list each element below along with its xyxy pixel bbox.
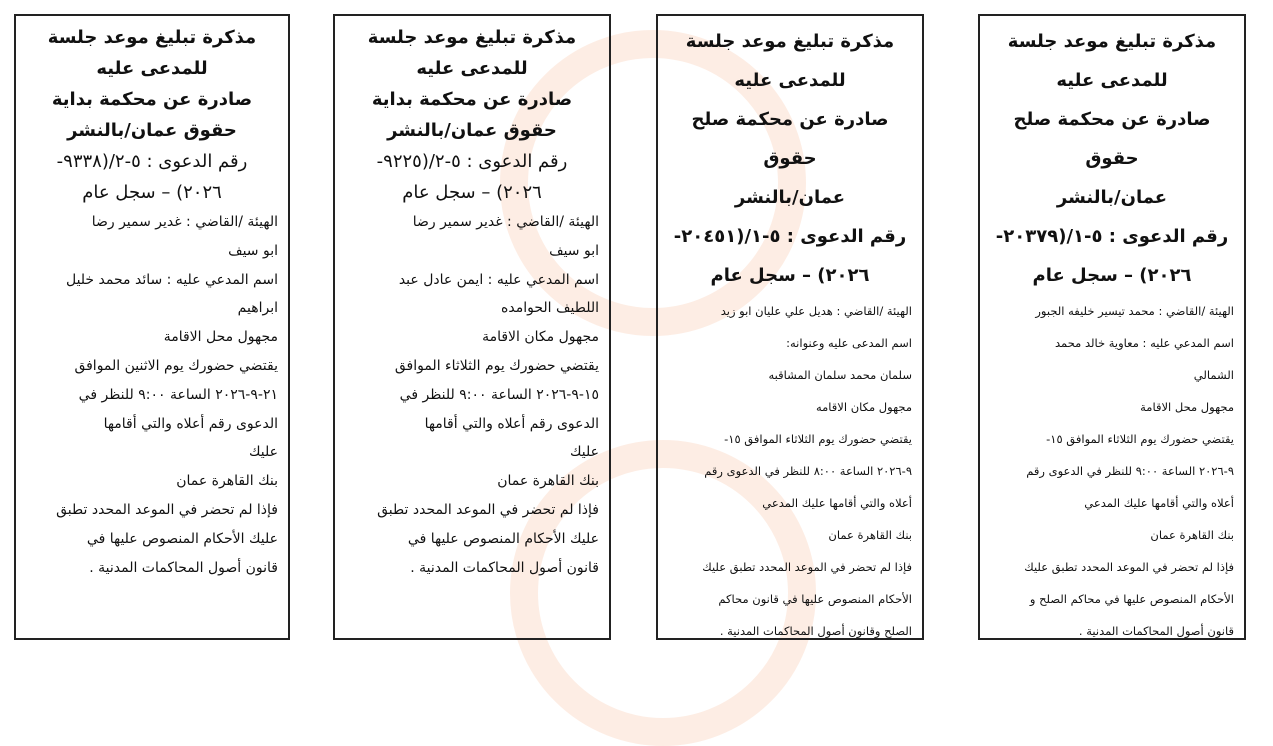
notice-body-line: الدعوى رقم أعلاه والتي أقامها bbox=[424, 415, 599, 432]
notice-body-line: الدعوى رقم أعلاه والتي أقامها bbox=[103, 415, 278, 432]
notice-body-line: الأحكام المنصوص عليها في محاكم الصلح و bbox=[1029, 592, 1234, 606]
notice-body-line: ابو سيف bbox=[549, 242, 599, 259]
notice-body-line: عليك bbox=[569, 444, 599, 461]
notice-case-number: رقم الدعوى : ٥-١/(٢٠٣٧٩- bbox=[995, 226, 1229, 247]
notice-body-line: بنك القاهرة عمان bbox=[1150, 528, 1234, 542]
notice-case-number: رقم الدعوى : ٥-١/(٢٠٤٥١- bbox=[673, 226, 907, 247]
notice-court: صادرة عن محكمة صلح حقوق bbox=[1013, 109, 1211, 169]
notice-body-line: ٢١-٩-٢٠٢٦ الساعة ٩:٠٠ للنظر في bbox=[78, 386, 278, 403]
notice-body-line: أعلاه والتي أقامها عليك المدعي bbox=[762, 496, 912, 510]
notice-court-location: حقوق عمان/بالنشر bbox=[67, 120, 237, 141]
notice-case-year: ٢٠٢٦) – سجل عام bbox=[82, 182, 222, 203]
notice-body-line: فإذا لم تحضر في الموعد المحدد تطبق bbox=[377, 501, 599, 518]
notice-body-line: يقتضي حضورك يوم الثلاثاء الموافق ١٥- bbox=[1046, 432, 1234, 446]
notice-body-line: ابراهيم bbox=[237, 300, 278, 317]
notice-recipient: للمدعى عليه bbox=[96, 58, 208, 79]
notice-body-line: قانون أصول المحاكمات المدنية . bbox=[89, 559, 278, 576]
notice-body-line: يقتضي حضورك يوم الثلاثاء الموافق bbox=[394, 357, 599, 374]
notice-recipient: للمدعى عليه bbox=[734, 70, 846, 91]
notice-body-line: الهيئة /القاضي : غدير سمير رضا bbox=[91, 214, 278, 230]
notice-recipient: للمدعى عليه bbox=[1056, 70, 1168, 91]
notice-body-line: الصلح وقانون أصول المحاكمات المدنية . bbox=[719, 624, 912, 638]
notice-body-line: الهيئة /القاضي : محمد تيسير خليفه الجبور bbox=[1035, 304, 1234, 318]
notice-body-line: مجهول محل الاقامة bbox=[163, 329, 278, 346]
notice-body-line: اسم المدعى عليه وعنوانه: bbox=[786, 336, 912, 350]
notice-case-number: رقم الدعوى : ٥-٢/(٩٢٢٥- bbox=[376, 151, 568, 172]
notice-body-line: مجهول مكان الاقامة bbox=[482, 329, 599, 346]
notice-body-line: عليك الأحكام المنصوص عليها في bbox=[86, 530, 278, 547]
notice-body-line: أعلاه والتي أقامها عليك المدعي bbox=[1084, 496, 1234, 510]
notice-body-line: مجهول مكان الاقامه bbox=[815, 400, 912, 414]
notice-case-year: ٢٠٢٦) – سجل عام bbox=[710, 265, 870, 286]
notice-court: صادرة عن محكمة بداية bbox=[371, 89, 573, 110]
notice-body-line: اللطيف الحوامده bbox=[501, 300, 599, 317]
notice-body-line: مجهول محل الاقامة bbox=[1140, 400, 1234, 414]
notice-body-line: ابو سيف bbox=[228, 242, 278, 259]
notice-body-line: الهيئة /القاضي : غدير سمير رضا bbox=[412, 214, 599, 230]
notice-body-line: بنك القاهرة عمان bbox=[828, 528, 912, 542]
notice-body-line: قانون أصول المحاكمات المدنية . bbox=[410, 559, 599, 576]
notice-title: مذكرة تبليغ موعد جلسة bbox=[47, 27, 257, 48]
notice-body-line: ٩-٢٠٢٦ الساعة ٨:٠٠ للنظر في الدعوى رقم bbox=[704, 464, 912, 478]
notice-2 bbox=[656, 14, 924, 640]
notice-title: مذكرة تبليغ موعد جلسة bbox=[367, 27, 577, 48]
notice-title: مذكرة تبليغ موعد جلسة bbox=[1007, 31, 1217, 52]
notice-court: صادرة عن محكمة بداية bbox=[51, 89, 253, 110]
notice-case-year: ٢٠٢٦) – سجل عام bbox=[402, 182, 542, 203]
notice-body-line: اسم المدعي عليه : ايمن عادل عبد bbox=[398, 271, 599, 288]
notice-case-year: ٢٠٢٦) – سجل عام bbox=[1032, 265, 1192, 286]
notice-court: صادرة عن محكمة صلح حقوق bbox=[691, 109, 889, 169]
notice-case-number: رقم الدعوى : ٥-٢/(٩٣٣٨- bbox=[56, 151, 248, 172]
notice-body-line: يقتضي حضورك يوم الاثنين الموافق bbox=[74, 357, 278, 374]
notice-body-line: بنك القاهرة عمان bbox=[176, 473, 278, 490]
notice-court-location: عمان/بالنشر bbox=[1056, 187, 1168, 208]
notice-body-line: سلمان محمد سلمان المشاقبه bbox=[768, 368, 912, 382]
notice-body-line: الأحكام المنصوص عليها في قانون محاكم bbox=[718, 592, 912, 606]
notice-body-line: الهيئة /القاضي : هديل علي عليان ابو زيد bbox=[720, 304, 912, 318]
notice-title: مذكرة تبليغ موعد جلسة bbox=[685, 31, 895, 52]
notice-4 bbox=[14, 14, 290, 640]
notice-body-line: يقتضي حضورك يوم الثلاثاء الموافق ١٥- bbox=[724, 432, 912, 446]
notice-body-line: فإذا لم تحضر في الموعد المحدد تطبق عليك bbox=[702, 560, 912, 574]
notice-body-line: قانون أصول المحاكمات المدنية . bbox=[1078, 624, 1234, 638]
notice-1 bbox=[978, 14, 1246, 640]
notice-body-line: ٩-٢٠٢٦ الساعة ٩:٠٠ للنظر في الدعوى رقم bbox=[1026, 464, 1234, 478]
notice-court-location: عمان/بالنشر bbox=[734, 187, 846, 208]
notice-recipient: للمدعى عليه bbox=[416, 58, 528, 79]
notice-3 bbox=[333, 14, 611, 640]
notice-body-line: فإذا لم تحضر في الموعد المحدد تطبق bbox=[56, 501, 278, 518]
notice-body-line: بنك القاهرة عمان bbox=[497, 473, 599, 490]
notice-body-line: اسم المدعي عليه : سائد محمد خليل bbox=[65, 271, 278, 288]
notice-body-line: عليك bbox=[248, 444, 278, 461]
notice-body-line: فإذا لم تحضر في الموعد المحدد تطبق عليك bbox=[1024, 560, 1234, 574]
notice-court-location: حقوق عمان/بالنشر bbox=[387, 120, 557, 141]
notice-body-line: ١٥-٩-٢٠٢٦ الساعة ٩:٠٠ للنظر في bbox=[399, 386, 599, 403]
notice-body-line: عليك الأحكام المنصوص عليها في bbox=[407, 530, 599, 547]
notice-body-line: اسم المدعي عليه : معاوية خالد محمد bbox=[1055, 336, 1234, 350]
notice-body-line: الشمالي bbox=[1193, 368, 1234, 382]
